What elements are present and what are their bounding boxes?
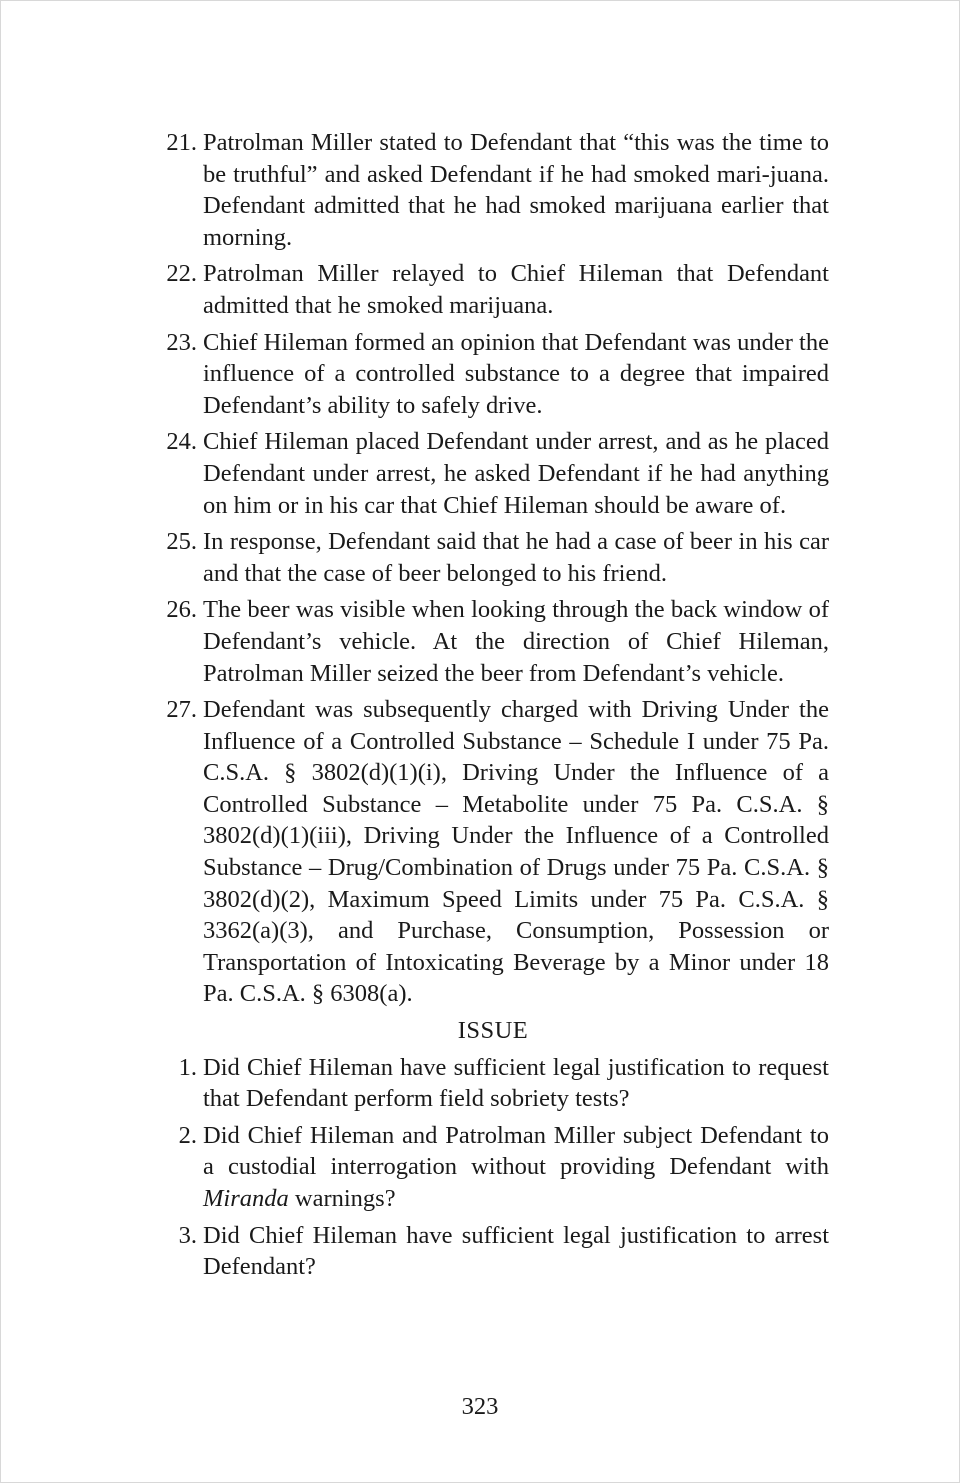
- issue-item-1: [157, 1052, 829, 1115]
- item-number: 23.: [166, 328, 197, 356]
- fact-item-23: [157, 327, 829, 422]
- fact-item-24: [157, 426, 829, 521]
- item-text: Chief Hileman formed an opinion that Defendant was under the influence of a controlled substance to a degree that impaired Defendant’s ability to safely drive.: [203, 328, 829, 419]
- fact-item-26: [157, 594, 829, 689]
- item-text: Did Chief Hileman have sufficient legal justification to arrest Defendant?: [203, 1221, 829, 1281]
- page-number: 323: [461, 1393, 499, 1420]
- item-number: 24.: [166, 428, 197, 456]
- item-text: Did Chief Hileman have sufficient legal justification to request that Defendant perform field sobriety tests?: [203, 1053, 829, 1113]
- issue-item-2: [157, 1120, 829, 1215]
- item-text: Chief Hileman placed Defendant under arrest, and as he placed Defendant under arrest, he asked Defendant if he had anything on him or in his car that Chief Hileman should be aware of.: [203, 428, 829, 519]
- item-text: Defendant was subsequently charged with Driving Under the Influence of a Controlled Substance – Schedule I under 75 Pa. C.S.A. § 3802(d)(1)(i), Driving Under the Influence of a Controlled Substance – Metabolite under 75 Pa. C.S.A. § 3802(d)(1)(iii), Driving Under the Influence of a Controlled Substance – Drug/Combination of Drugs under 75 Pa. C.S.A. § 3802(d)(2), Maximum Speed Limits under 75 Pa. C.S.A. § 3362(a)(3), and Purchase, Consumption, Possession or Transportation of Intoxicating Beverage by a Minor under 18 Pa. C.S.A. § 6308(a).: [203, 696, 829, 1008]
- item-text-before: Did Chief Hileman and Patrolman Miller subject Defendant to a custodial interrogation without providing Defendant with: [203, 1121, 829, 1181]
- issue-heading: ISSUE: [457, 1017, 529, 1045]
- item-number: 25.: [166, 528, 197, 556]
- item-text: The beer was visible when looking through the back window of Defendant’s vehicle. At the direction of Chief Hileman, Patrolman Miller seized the beer from Defendant’s vehicle.: [203, 596, 829, 687]
- fact-item-22: [157, 258, 829, 321]
- item-text: [203, 1120, 829, 1215]
- case-name-italic: Miranda: [203, 1185, 289, 1212]
- item-number: 1.: [178, 1053, 197, 1081]
- item-text: Patrolman Miller stated to Defendant that “this was the time to be truthful” and asked Defendant if he had smoked mari-juana. Defendant admitted that he had smoked marijuana earlier that morning.: [203, 129, 829, 251]
- item-number: 22.: [166, 260, 197, 288]
- item-number: 26.: [166, 596, 197, 624]
- issue-item-3: [157, 1220, 829, 1283]
- fact-item-27: [157, 694, 829, 1010]
- fact-item-21: [157, 127, 829, 253]
- item-text: In response, Defendant said that he had a case of beer in his car and that the case of beer belonged to his friend.: [203, 528, 829, 587]
- item-number: 3.: [178, 1221, 197, 1249]
- page-content: [157, 127, 829, 1288]
- item-text: Patrolman Miller relayed to Chief Hileman that Defendant admitted that he smoked marijuana.: [203, 260, 829, 319]
- item-number: 27.: [166, 696, 197, 724]
- fact-item-25: [157, 526, 829, 589]
- item-number: 21.: [166, 129, 197, 156]
- item-text-after: warnings?: [288, 1185, 396, 1212]
- item-number: 2.: [178, 1121, 197, 1149]
